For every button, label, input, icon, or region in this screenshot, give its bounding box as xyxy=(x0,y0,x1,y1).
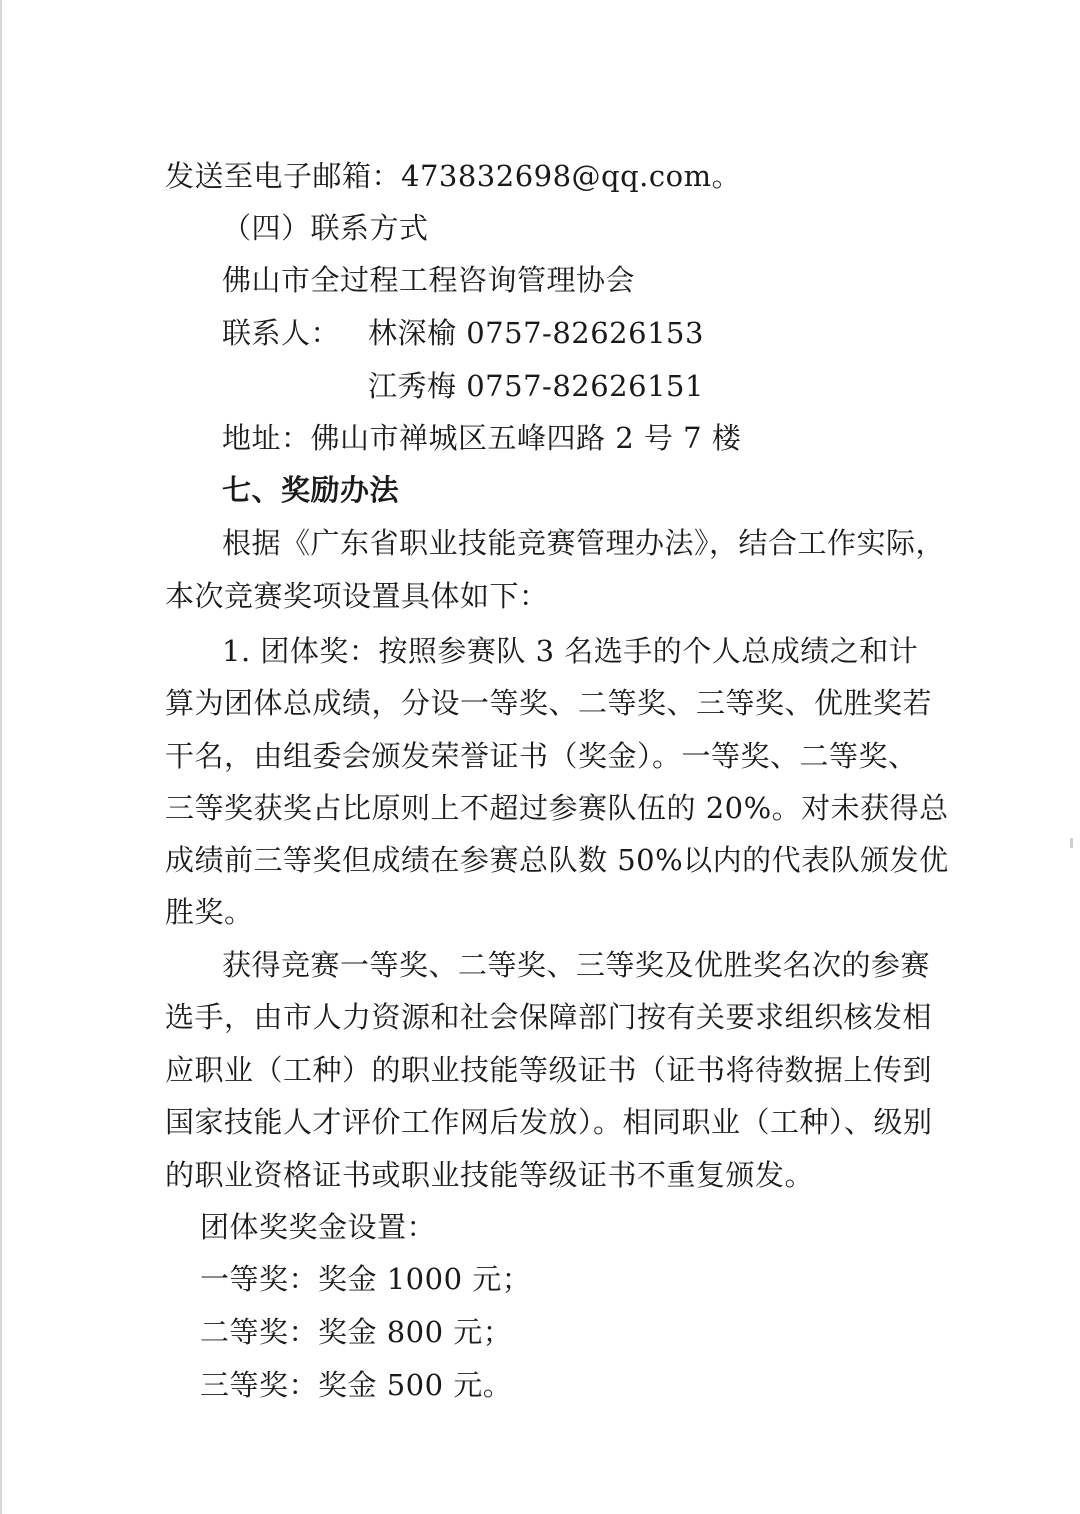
address-line: 地址：佛山市禅城区五峰四路 2 号 7 楼 xyxy=(222,421,742,455)
contact-person-label: 联系人： xyxy=(222,316,341,350)
certificate-paragraph-line: 选手，由市人力资源和社会保障部门按有关要求组织核发相 xyxy=(165,1000,933,1034)
certificate-paragraph-line: 国家技能人才评价工作网后发放）。相同职业（工种）、级别 xyxy=(165,1105,933,1139)
paragraph-line: 根据《广东省职业技能竞赛管理办法》，结合工作实际， xyxy=(222,526,946,560)
team-award-line: 算为团体总成绩，分设一等奖、二等奖、三等奖、优胜奖若 xyxy=(165,686,933,720)
team-award-line: 成绩前三等奖但成绩在参赛总队数 50%以内的代表队颁发优 xyxy=(165,843,949,877)
email-line: 发送至电子邮箱：473832698@qq.com。 xyxy=(165,159,742,193)
first-prize-line: 一等奖：奖金 1000 元； xyxy=(200,1262,532,1296)
team-award-line: 干名，由组委会颁发荣誉证书（奖金）。一等奖、二等奖、 xyxy=(165,739,918,773)
team-award-line: 1. 团体奖：按照参赛队 3 名选手的个人总成绩之和计 xyxy=(222,634,919,668)
scan-edge xyxy=(0,0,2,1514)
certificate-paragraph-line: 获得竞赛一等奖、二等奖、三等奖及优胜奖名次的参赛 xyxy=(222,948,931,982)
scan-mark xyxy=(1070,838,1073,848)
contact-section-heading: （四）联系方式 xyxy=(222,211,429,245)
certificate-paragraph-line: 应职业（工种）的职业技能等级证书（证书将待数据上传到 xyxy=(165,1053,933,1087)
second-prize-line: 二等奖：奖金 800 元； xyxy=(200,1315,513,1349)
organization-name: 佛山市全过程工程咨询管理协会 xyxy=(222,263,636,297)
team-award-line: 三等奖获奖占比原则上不超过参赛队伍的 20%。对未获得总 xyxy=(165,791,949,825)
paragraph-line: 本次竞赛奖项设置具体如下： xyxy=(165,579,549,613)
third-prize-line: 三等奖：奖金 500 元。 xyxy=(200,1368,513,1402)
contact-person-2: 江秀梅 0757-82626151 xyxy=(368,369,704,403)
contact-person-1: 林深榆 0757-82626153 xyxy=(368,316,704,350)
reward-section-heading: 七、奖励办法 xyxy=(222,473,400,507)
certificate-paragraph-line: 的职业资格证书或职业技能等级证书不重复颁发。 xyxy=(165,1158,815,1192)
prize-setting-heading: 团体奖奖金设置： xyxy=(200,1210,437,1244)
team-award-line: 胜奖。 xyxy=(165,895,254,929)
